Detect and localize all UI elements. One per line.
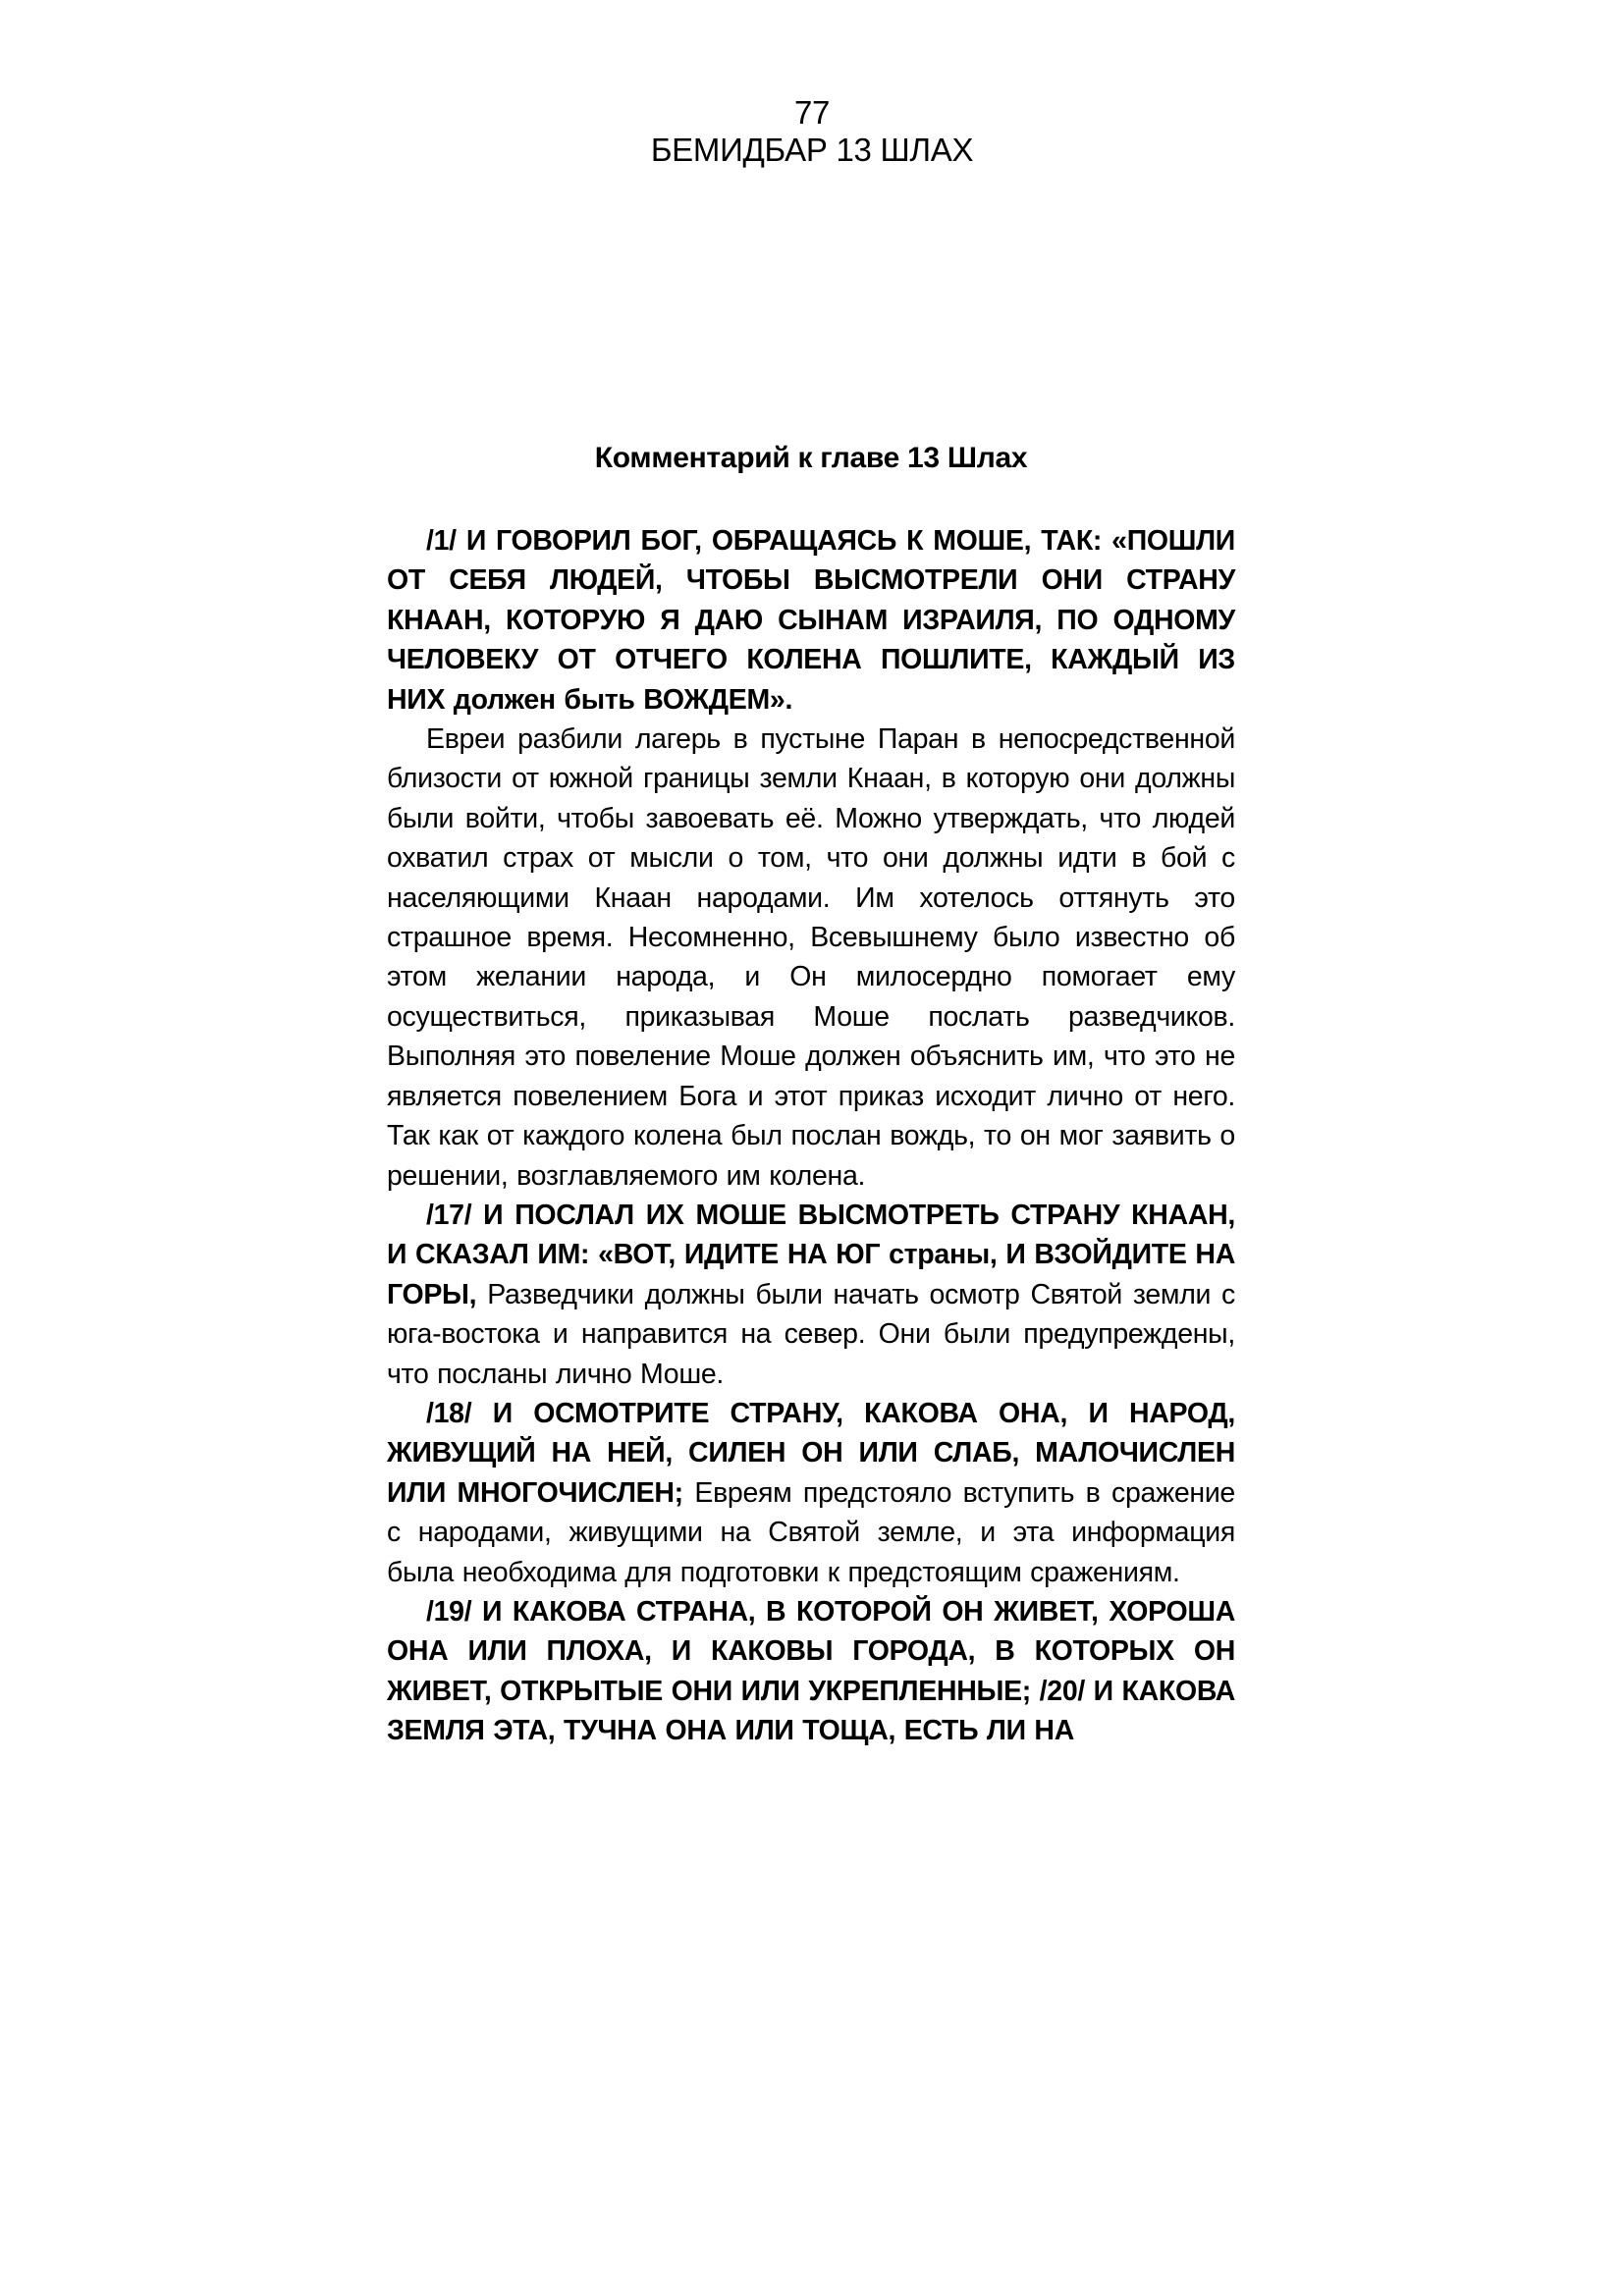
verse-text: /19/ И КАКОВА СТРАНА, В КОТОРОЙ ОН ЖИВЕТ, ХОРОША ОНА ИЛИ ПЛОХА, И КАКОВЫ ГОРОДА, В КОТОРЫХ ОН ЖИВЕТ, ОТКРЫТЫЕ ОНИ ИЛИ УКРЕПЛЕННЫЕ; /20/ И КАКОВА ЗЕМЛЯ ЭТА, ТУЧНА ОНА ИЛИ ТОЩА, ЕСТЬ ЛИ НА: [387, 1595, 1235, 1747]
page-number: 77: [793, 94, 831, 131]
verse-text: /17/ И ПОСЛАЛ ИХ МОШЕ ВЫСМОТРЕТЬ СТРАНУ КНААН, И СКАЗАЛ ИМ: «ВОТ, ИДИТЕ НА ЮГ страны, И ВЗОЙДИТЕ НА ГОРЫ,: [387, 1199, 1235, 1310]
body-paragraph: [387, 1196, 1235, 1394]
body-paragraph: [387, 720, 1235, 1196]
commentary-text: Разведчики должны были начать осмотр Святой земли с юга-востока и направится на север. Они были предупреждены, что посланы лично Моше.: [387, 1278, 1235, 1390]
verse-text: /18/ И ОСМОТРИТЕ СТРАНУ, КАКОВА ОНА, И НАРОД, ЖИВУЩИЙ НА НЕЙ, СИЛЕН ОН ИЛИ СЛАБ, МАЛОЧИСЛЕН ИЛИ МНОГОЧИСЛЕН;: [387, 1397, 1235, 1509]
section-title: Комментарий к главе 13 Шлах: [594, 442, 1028, 474]
body-text: [387, 521, 1235, 1751]
body-paragraph: [387, 1592, 1235, 1751]
body-paragraph: [387, 1394, 1235, 1592]
verse-text: /1/ И ГОВОРИЛ БОГ, ОБРАЩАЯСЬ К МОШЕ, ТАК: «ПОШЛИ ОТ СЕБЯ ЛЮДЕЙ, ЧТОБЫ ВЫСМОТРЕЛИ ОНИ СТРАНУ КНААН, КОТОРУЮ Я ДАЮ СЫНАМ ИЗРАИЛЯ, ПО ОДНОМУ ЧЕЛОВЕКУ ОТ ОТЧЕГО КОЛЕНА ПОШЛИТЕ, КАЖДЫЙ ИЗ НИХ должен быть ВОЖДЕМ».: [387, 525, 1235, 716]
commentary-text: Евреям предстояло вступить в сражение с народами, живущими на Святой земле, и эта информация была необходима для подготовки к предстоящим сражениям.: [387, 1476, 1235, 1588]
body-paragraph: [387, 521, 1235, 720]
page-header: [0, 94, 1624, 169]
running-title: БЕМИДБАР 13 ШЛАХ: [650, 132, 974, 168]
commentary-text: Евреи разбили лагерь в пустыне Паран в непосредственной близости от южной границы земли Кнаан, в которую они должны были войти, чтобы завоевать её. Можно утверждать, что людей охватил страх от мысли о том, что они должны идти в бой с населяющими Кнаан народами. Им хотелось оттянуть это страшное время. Несомненно, Всевышнему было известно об этом желании народа, и Он милосердно помогает ему осуществиться, приказывая Моше послать разведчиков. Выполняя это повеление Моше должен объяснить им, что это не является повелением Бога и этот приказ исходит лично от него. Так как от каждого колена был послан вождь, то он мог заявить о решении, возглавляемого им колена.: [387, 723, 1235, 1192]
